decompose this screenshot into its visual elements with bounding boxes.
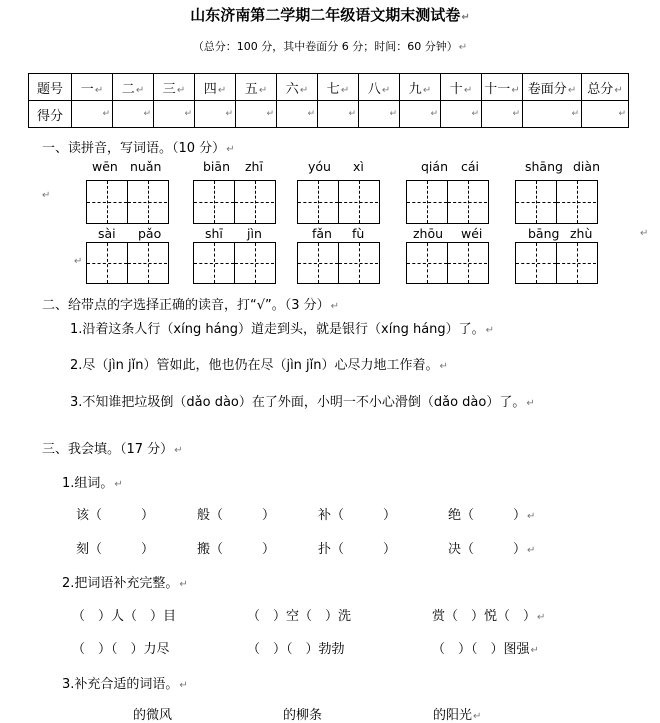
subquestion-label: 2.把词语补充完整。↵ [62,576,188,591]
fill-item[interactable]: 该（ ） [76,508,155,523]
pinyin-label: yóu [308,159,331,174]
score-input-cell: ↵ [113,101,154,128]
table-cell: 总分↵ [582,74,629,101]
fill-item[interactable]: 刻（ ） [76,542,155,557]
score-input-cell: ↵ [318,101,359,128]
writing-grid[interactable] [515,180,598,224]
writing-grid[interactable] [515,242,598,284]
writing-grid[interactable] [193,242,276,284]
score-input-cell: ↵ [359,101,400,128]
fill-item[interactable]: 的柳条 [283,708,323,723]
score-input-cell: ↵ [523,101,582,128]
table-cell: 得分 [29,101,72,128]
writing-grid[interactable] [297,242,380,284]
score-input-cell: ↵ [154,101,195,128]
writing-grid[interactable] [193,180,276,224]
fill-item[interactable]: 绝（ ）↵ [448,508,536,523]
section1-heading: 一、读拼音，写词语。（10 分）↵ [42,141,235,156]
table-cell: 卷面分↵ [523,74,582,101]
score-table [28,73,629,128]
subquestion-label: 3.补充合适的词语。↵ [62,677,188,692]
fill-item[interactable]: 般（ ） [197,508,276,523]
score-input-cell: ↵ [400,101,441,128]
pinyin-label: xì [353,159,364,174]
pinyin-label: shī [205,226,223,241]
pinyin-label: zhōu [413,226,444,241]
fill-item[interactable]: 赏（ ）悦（ ）↵ [432,609,546,624]
score-input-cell: ↵ [582,101,629,128]
table-cell: 五↵ [236,74,277,101]
pinyin-label: diàn [573,159,600,174]
table-cell: 一↵ [72,74,113,101]
score-input-cell: ↵ [482,101,523,128]
table-cell: 六↵ [277,74,318,101]
pinyin-label: qián [421,159,448,174]
writing-grid[interactable] [406,180,489,224]
writing-grid[interactable] [86,242,169,284]
table-cell: 七↵ [318,74,359,101]
question-line: 2.尽（jìn jǐn）管如此，他也仍在尽（jìn jǐn）心尽力地工作着。↵ [70,358,448,373]
pinyin-label: pǎo [138,226,162,241]
question-line: 3.不知谁把垃圾倒（dǎo dào）在了外面，小明一不小心滑倒（dǎo dào）了。↵ [70,395,535,410]
fill-item[interactable]: 的阳光↵ [433,708,482,723]
pinyin-label: fǎn [312,226,332,241]
fill-item[interactable]: 的微风 [133,708,173,723]
score-input-cell: ↵ [277,101,318,128]
score-input-cell: ↵ [195,101,236,128]
fill-item[interactable]: 决（ ）↵ [448,542,536,557]
score-input-cell: ↵ [236,101,277,128]
table-cell: 题号 [29,74,72,101]
table-cell: 八↵ [359,74,400,101]
paragraph-mark-icon: ↵ [640,228,649,239]
pinyin-label: sài [98,226,116,241]
writing-grid[interactable] [297,180,380,224]
score-input-cell: ↵ [441,101,482,128]
pinyin-label: shāng [525,159,563,174]
fill-item[interactable]: （ ）（ ）勃勃 [247,642,345,657]
table-cell: 四↵ [195,74,236,101]
pinyin-label: zhī [245,159,263,174]
table-cell: 十↵ [441,74,482,101]
pinyin-label: nuǎn [130,159,162,174]
pinyin-label: wéi [461,226,483,241]
question-line: 1.沿着这条人行（xíng háng）道走到头，就是银行（xíng háng）了。↵ [70,322,495,337]
pinyin-label: biān [203,159,230,174]
score-header-row [29,74,629,101]
fill-item[interactable]: （ ）（ ）力尽 [72,642,170,657]
fill-item[interactable]: （ ）人（ ）目 [72,609,177,624]
fill-item[interactable]: 搬（ ） [197,542,276,557]
writing-grid[interactable] [86,180,169,224]
score-input-cell: ↵ [72,101,113,128]
pinyin-label: wēn [92,159,118,174]
page-title: 山东济南第二学期二年级语文期末测试卷↵ [190,6,470,24]
score-value-row [29,101,629,128]
pinyin-label: cái [461,159,480,174]
table-cell: 九↵ [400,74,441,101]
section3-heading: 三、我会填。（17 分）↵ [42,442,183,457]
table-cell: 十一↵ [482,74,523,101]
table-cell: 三↵ [154,74,195,101]
subquestion-label: 1.组词。↵ [62,476,123,491]
fill-item[interactable]: （ ）空（ ）洗 [247,609,352,624]
pinyin-label: jìn [247,226,262,241]
table-cell: 二↵ [113,74,154,101]
paragraph-mark-icon: ↵ [74,256,83,267]
fill-item[interactable]: 补（ ） [318,508,397,523]
pinyin-label: zhù [570,226,593,241]
exam-info: （总分：100 分，其中卷面分 6 分；时间：60 分钟）↵ [192,40,468,53]
paragraph-mark-icon: ↵ [42,190,51,201]
section2-heading: 二、给带点的字选择正确的读音，打“√”。（3 分）↵ [42,298,340,313]
writing-grid[interactable] [406,242,489,284]
pinyin-label: bāng [528,226,560,241]
fill-item[interactable]: （ ）（ ）图强↵ [432,642,539,657]
pinyin-label: fù [352,226,365,241]
fill-item[interactable]: 扑（ ） [318,542,397,557]
